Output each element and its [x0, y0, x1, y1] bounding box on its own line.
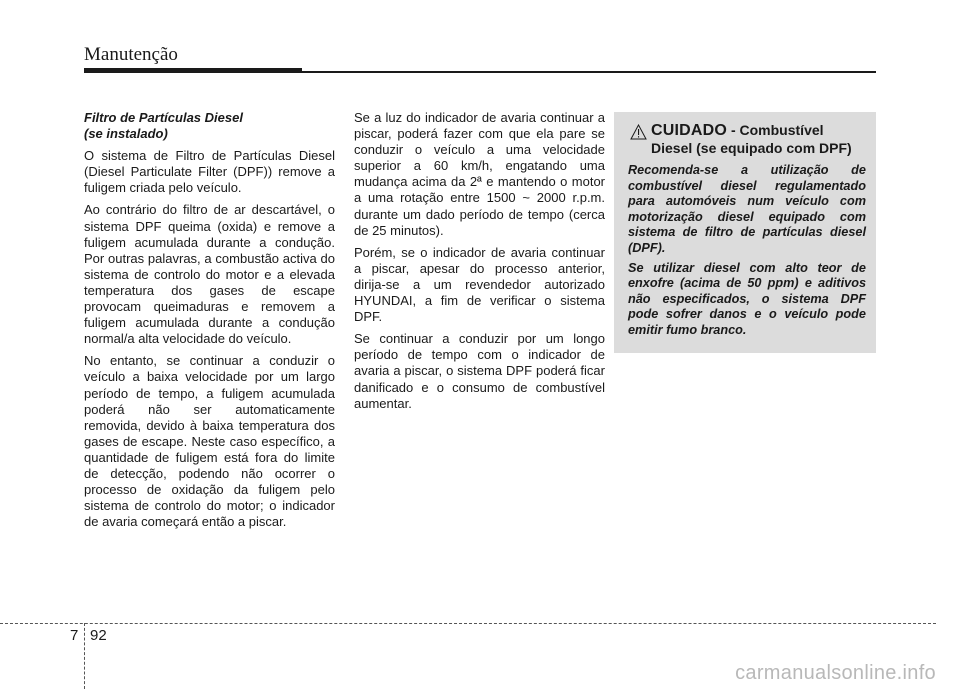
paragraph: O sistema de Filtro de Partículas Diesel (Diesel Particulate Filter (DPF)) remove a fuligem criada pelo veículo.	[84, 148, 335, 196]
paragraph: Porém, se o indicador de avaria continuar a piscar, apesar do processo anterior, dirija-se a um revendedor autorizado HYUNDAI, a fim de verificar o sistema DPF.	[354, 244, 605, 325]
header-rule-thick	[84, 68, 302, 73]
header-rule-thin	[302, 71, 876, 73]
subheading-line-2: (se instalado)	[84, 126, 168, 142]
caution-heading	[628, 122, 866, 158]
footer-dashed-rule	[0, 623, 936, 624]
caution-label: CUIDADO	[651, 122, 728, 139]
left-text-column	[84, 110, 335, 536]
middle-text-column	[354, 110, 605, 418]
paragraph: Ao contrário do filtro de ar descartável, o sistema DPF queima (oxida) e remove a fuligem acumulada durante a condução. Por outras palavras, a combustão activa do sistema de controlo do motor e a elevada temperatura dos gases de escape provocam queimaduras e removem a fuligem acumulada durante a condução normal/a alta velocidade do veículo.	[84, 202, 335, 347]
caution-paragraph: Se utilizar diesel com alto teor de enxofre (acima de 50 ppm) e aditivos não especificados, o sistema DPF pode sofrer danos e o veículo pode emitir fumo branco.	[628, 260, 866, 337]
page-header-title: Manutenção	[84, 44, 178, 65]
caution-title: - Combustível Diesel (se equipado com DPF)	[651, 122, 852, 156]
warning-triangle-icon	[630, 124, 647, 140]
chapter-number: 7	[70, 627, 79, 644]
footer-dashed-divider	[84, 623, 85, 689]
caution-paragraph: Recomenda-se a utilização de combustível diesel regulamentado para automóveis num veículo com motorização diesel equipado com sistema de filtro de partículas diesel (DPF).	[628, 163, 866, 255]
subheading-line-1: Filtro de Partículas Diesel	[84, 110, 243, 125]
watermark-text: carmanualsonline.info	[735, 662, 936, 684]
paragraph: Se a luz do indicador de avaria continuar a piscar, poderá fazer com que ela pare se conduzir o veículo a uma velocidade superior a 60 km/h, engatando uma mudança acima da 2ª e mantendo o motor a uma rotação entre 1500 ~ 2000 r.p.m. durante um dado período de tempo (cerca de 25 minutos).	[354, 110, 605, 238]
section-subheading	[84, 110, 335, 142]
caution-box	[614, 112, 876, 353]
page-number: 92	[90, 627, 107, 644]
paragraph: No entanto, se continuar a conduzir o veículo a baixa velocidade por um largo período de tempo, a fuligem acumulada poderá não ser automaticamente removida, devido à baixa temperatura dos gases de escape. Neste caso específico, a quantidade de fuligem está fora do limite de detecção, podendo não ocorrer o processo de oxidação da fuligem pelo sistema de controlo do motor; o indicador de avaria começará então a piscar.	[84, 353, 335, 530]
paragraph: Se continuar a conduzir por um longo período de tempo com o indicador de avaria a piscar, o sistema DPF poderá ficar danificado e o consumo de combustível aumentar.	[354, 331, 605, 411]
